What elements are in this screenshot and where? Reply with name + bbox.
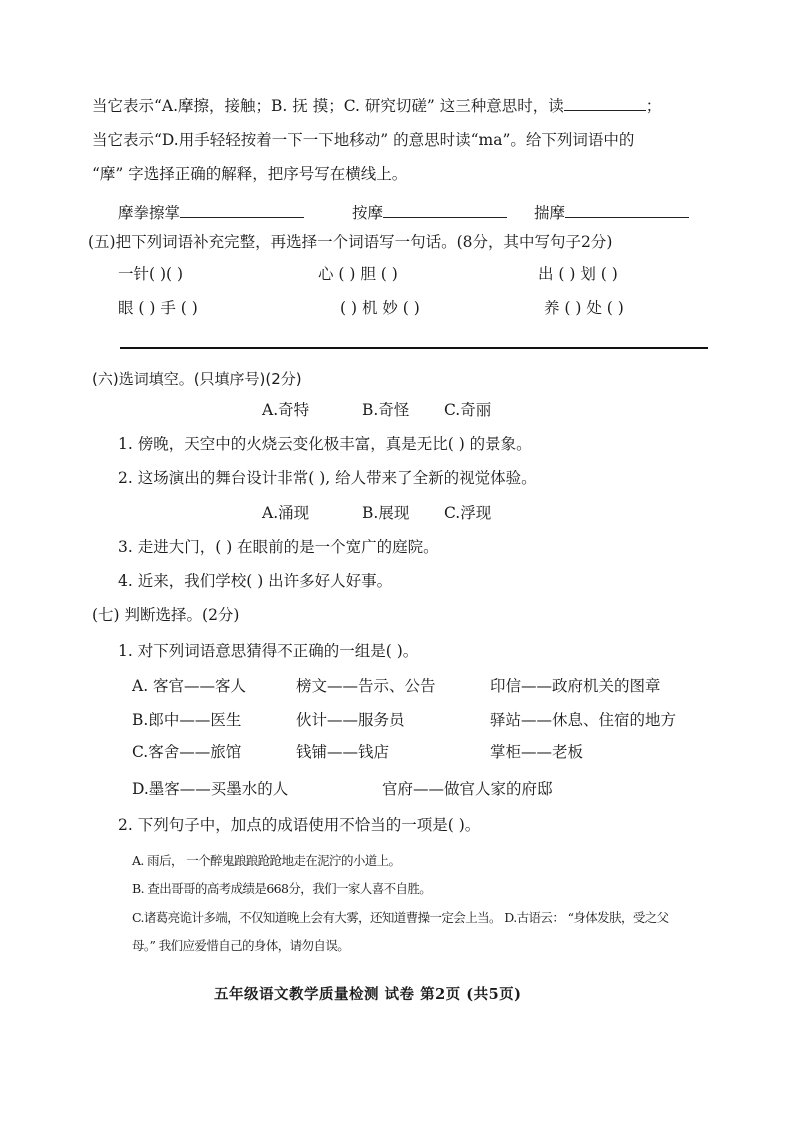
- choice-c-item: C.客舍——旅馆: [132, 743, 242, 761]
- word-answer-blank[interactable]: [383, 203, 507, 218]
- choice-d-item: 官府——做官人家的府邸: [382, 780, 553, 798]
- section-5-title: (五)把下列词语补充完整，再选择一个词语写一句话。(8分，其中写句子2分): [88, 233, 613, 251]
- idiom-cell: 眼 ( ) 手 ( ): [118, 299, 198, 317]
- intro-line-1-end: ；: [645, 97, 662, 115]
- intro-line-3: “摩” 字选择正确的解释，把序号写在横线上。: [92, 165, 408, 183]
- word-label: 摩拳擦掌: [118, 204, 181, 222]
- choice-a-item: 印信——政府机关的图章: [490, 677, 661, 695]
- word-label: 揣摩: [534, 204, 566, 222]
- question-6-3: 3. 走进大门，( ) 在眼前的是一个宽广的庭院。: [118, 538, 439, 556]
- idiom-cell: 出 ( ) 划 ( ): [538, 265, 618, 283]
- choice-b-item: B.郎中——医生: [132, 711, 242, 729]
- sentence-option-c: C.诸葛亮诡计多端，不仅知道晚上会有大雾，还知道曹操一定会上当。 D.古语云： “身体发肤，受之父: [132, 910, 669, 925]
- question-7-1: 1. 对下列词语意思猜得不正确的一组是( )。: [118, 642, 419, 660]
- choice-c-item: 掌柜——老板: [490, 743, 584, 761]
- choice-b-item: 驿站——休息、住宿的地方: [490, 711, 677, 729]
- option-item: A.涌现: [262, 504, 310, 522]
- choice-b-item: 伙计——服务员: [296, 711, 405, 729]
- sentence-writing-line[interactable]: [120, 347, 708, 349]
- answer-blank[interactable]: [564, 96, 646, 111]
- word-answer-blank[interactable]: [565, 203, 689, 218]
- word-item-2: [352, 203, 507, 223]
- word-label: 按摩: [352, 204, 384, 222]
- section-7-title: (七) 判断选择。(2分): [92, 606, 240, 624]
- option-item: C.奇丽: [444, 401, 492, 419]
- page-footer: 五年级语文教学质量检测 试卷 第2页 (共5页): [214, 986, 522, 1003]
- option-item: B.奇怪: [362, 401, 410, 419]
- intro-line-1: [92, 96, 661, 116]
- question-7-2: 2. 下列句子中，加点的成语使用不恰当的一项是( )。: [118, 816, 481, 834]
- choice-a-item: 榜文——告示、公告: [296, 677, 436, 695]
- idiom-cell: 一针( )( ): [118, 265, 184, 283]
- option-item: C.浮现: [444, 504, 492, 522]
- question-6-4: 4. 近来，我们学校( ) 出许多好人好事。: [118, 572, 393, 590]
- intro-line-2: 当它表示“D.用手轻轻按着一下一下地移动” 的意思时读“ma”。给下列词语中的: [92, 131, 635, 149]
- word-item-1: [118, 203, 304, 223]
- idiom-cell: 心 ( ) 胆 ( ): [318, 265, 398, 283]
- idiom-cell: ( ) 机 妙 ( ): [340, 299, 420, 317]
- option-item: B.展现: [362, 504, 410, 522]
- choice-a-item: A. 客官——客人: [132, 677, 247, 695]
- intro-line-1-text: 当它表示“A.摩擦，接触；B. 抚 摸；C. 研究切磋” 这三种意思时，读: [92, 97, 564, 115]
- choice-d-item: D.墨客——买墨水的人: [132, 780, 289, 798]
- sentence-option-a: A. 雨后， 一个醉鬼踉踉跄跄地走在泥泞的小道上。: [132, 853, 401, 868]
- idiom-cell: 养 ( ) 处 ( ): [544, 299, 624, 317]
- sentence-option-b: B. 查出哥哥的高考成绩是668分，我们一家人喜不自胜。: [132, 881, 432, 896]
- sentence-option-d-cont: 母。” 我们应爱惜自己的身体，请勿自误。: [132, 938, 350, 953]
- option-item: A.奇特: [262, 401, 310, 419]
- choice-c-item: 钱铺——钱店: [296, 743, 390, 761]
- section-6-title: (六)选词填空。(只填序号)(2分): [92, 370, 302, 388]
- question-6-1: 1. 傍晚，天空中的火烧云变化极丰富，真是无比( ) 的景象。: [118, 435, 532, 453]
- word-item-3: [534, 203, 689, 223]
- word-answer-blank[interactable]: [180, 203, 304, 218]
- question-6-2: 2. 这场演出的舞台设计非常( ), 给人带来了全新的视觉体验。: [118, 469, 537, 487]
